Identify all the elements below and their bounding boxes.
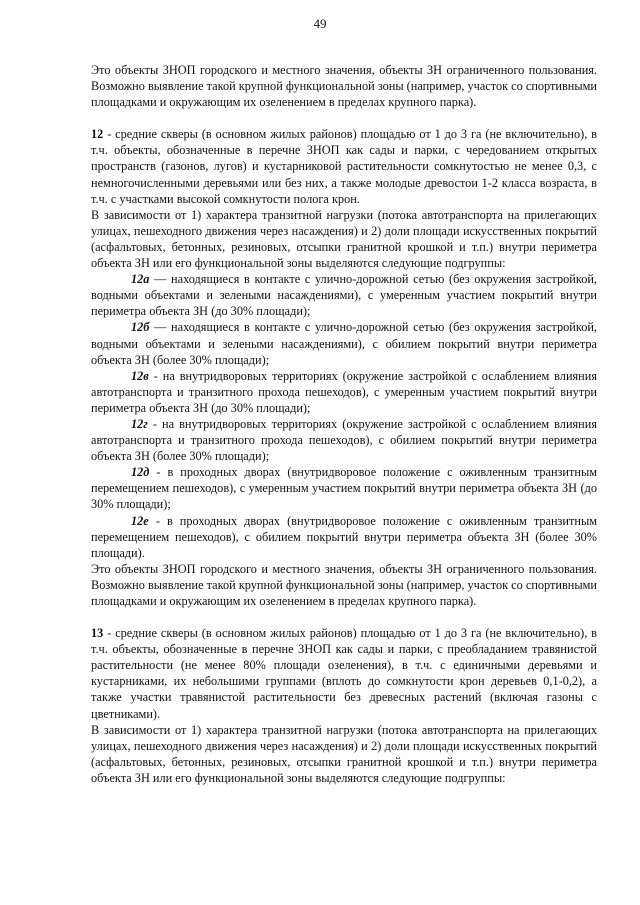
subgroup-text: - в проходных дворах (внутридворовое положение с оживленным транзитным перемещением пешеходов), с умеренным участием покрытий внутри периметра объекта ЗН (до 30% площади);: [91, 465, 597, 512]
subgroup-code: 12б: [131, 320, 150, 335]
paragraph-intro: Это объекты ЗНОП городского и местного значения, объекты ЗН ограниченного пользования. Возможно выявление такой крупной функциональной зоны (например, участок со спортивными площадками и окружающим их озеленением в пределах крупного парка).: [91, 63, 597, 110]
section-12-definition: [91, 126, 597, 206]
page-body: [91, 62, 597, 786]
spacer: [91, 609, 597, 625]
subgroup-text: - в проходных дворах (внутридворовое положение с оживленным транзитным перемещением пешеходов), с обилием покрытий внутри периметра объекта ЗН (более 30% площади).: [91, 513, 597, 560]
spacer: [91, 110, 597, 126]
subgroup-text: - на внутридворовых территориях (окружение застройкой с ослаблением влияния автотранспорта и транзитного прохода пешеходов), с обилием покрытий внутри периметра объекта ЗН (более 30% площади);: [91, 416, 597, 464]
section-13-intro: В зависимости от 1) характера транзитной нагрузки (потока автотранспорта на прилегающих улицах, пешеходного движения через насаждения) и 2) доли площади искусственных покрытий (асфальтовых, бетонных, резиновых, отсыпки гранитной крошкой и т.п.) внутри периметра объекта ЗН или его функциональной зоны выделяются следующие подгруппы:: [91, 722, 597, 785]
section-12-closing: Это объекты ЗНОП городского и местного значения, объекты ЗН ограниченного пользования. Возможно выявление такой крупной функциональной зоны (например, участок со спортивными площадками и окружающим их озеленением в пределах крупного парка).: [91, 561, 597, 608]
subgroup-12a: [91, 271, 597, 319]
subgroup-code: 12д: [131, 465, 150, 480]
section-13-number: 13: [91, 626, 104, 641]
section-12-text: - средние скверы (в основном жилых районов) площадью от 1 до 3 га (не включительно), в т.ч. объекты, обозначенные в перечне ЗНОП как сады и парки, с чередованием открытых пространств (газонов, лугов) и кустарниковой растительности сомкнутостью не менее 0,3, с немногочисленными деревьями или без них, а также молодые древостои 1-2 класса возраста, в т.ч. с участками высокой сомкнутости полога крон.: [91, 127, 597, 206]
section-12-intro: В зависимости от 1) характера транзитной нагрузки (потока автотранспорта на прилегающих улицах, пешеходного движения через насаждения) и 2) доли площади искусственных покрытий (асфальтовых, бетонных, резиновых, отсыпки гранитной крошкой и т.п.) внутри периметра объекта ЗН или его функциональной зоны выделяются следующие подгруппы:: [91, 207, 597, 271]
subgroup-code: 12е: [131, 513, 149, 528]
section-12-number: 12: [91, 127, 104, 142]
subgroup-12g: [91, 416, 597, 464]
section-13-text: - средние скверы (в основном жилых районов) площадью от 1 до 3 га (не включительно), в т.ч. объекты, обозначенные в перечне ЗНОП как сады и парки, с преобладанием травянистой растительности (не менее 80% площади озеленения), в т.ч. с единичными деревьями и кустарниками, их небольшими группами (вплоть до сомкнутости крон деревьев 0,1-0,2), а также участки травянистой растительности без древесных растений (включая газоны с цветниками).: [91, 626, 597, 721]
page-number: 49: [313, 16, 327, 31]
subgroup-text: - на внутридворовых территориях (окружение застройкой с ослаблением влияния автотранспорта и транзитного прохода пешеходов), с умеренным участием покрытий внутри периметра объекта ЗН (до 30% площади);: [91, 368, 597, 415]
subgroup-code: 12а: [131, 272, 150, 287]
subgroup-12b: [91, 319, 597, 367]
subgroup-code: 12в: [131, 368, 149, 383]
subgroup-text: — находящиеся в контакте с улично-дорожной сетью (без окружения застройкой, водными объектами и зелеными насаждениями), с умеренным участием покрытий внутри периметра объекта ЗН (до 30% площади);: [91, 272, 597, 319]
section-13-definition: [91, 625, 597, 722]
subgroup-12d: [91, 464, 597, 512]
subgroup-code: 12г: [131, 416, 148, 431]
subgroup-text: — находящиеся в контакте с улично-дорожной сетью (без окружения застройкой, водными объектами и зелеными насаждениями), с обилием покрытий внутри периметра объекта ЗН (более 30% площади);: [91, 320, 597, 367]
subgroup-12e: [91, 513, 597, 561]
subgroup-12v: [91, 368, 597, 416]
